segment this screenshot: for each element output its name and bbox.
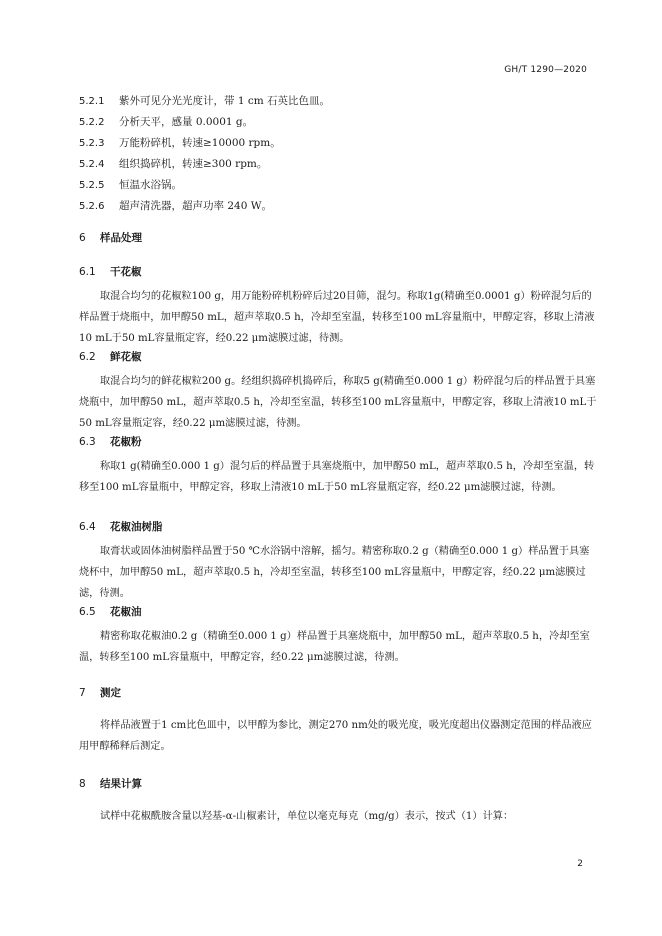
paragraph: 取膏状或固体油树脂样品置于50 ℃水浴锅中溶解，摇匀。精密称取0.2 g（精确至0.000 1 g）样品置于具塞烧杯中，加甲醇50 mL，超声萃取0.5 h，冷却至室温，转移至100 mL容量瓶中，甲醇定容，经0.22 μm滤膜过滤，待测。: [79, 546, 590, 599]
item-text: 分析天平，感量 0.0001 g。: [119, 116, 254, 128]
equipment-item: [79, 94, 330, 109]
paragraph: 试样中花椒酰胺含量以羟基-α-山椒素计，单位以毫克每克（mg/g）表示，按式（1）计算：: [100, 811, 514, 822]
subsection-number: 6.3: [79, 436, 96, 448]
item-number: 5.2.4: [79, 159, 105, 170]
item-text: 组织捣碎机，转速≥300 rpm。: [119, 158, 268, 170]
subsection-number: 6.1: [79, 266, 96, 278]
item-text: 超声清洗器，超声功率 240 W。: [119, 200, 273, 212]
section-number: 6: [79, 232, 86, 244]
paragraph: 将样品液置于1 cm比色皿中，以甲醇为参比，测定270 nm处的吸光度，吸光度超出仪器测定范围的样品液应用甲醇稀释后测定。: [79, 720, 592, 752]
equipment-item: [79, 115, 253, 130]
item-text: 紫外可见分光光度计，带 1 cm 石英比色皿。: [119, 95, 331, 107]
equipment-item: [79, 178, 182, 193]
item-number: 5.2.5: [79, 180, 105, 191]
paragraph: 精密称取花椒油0.2 g（精确至0.000 1 g）样品置于具塞烧瓶中，加甲醇50 mL，超声萃取0.5 h，冷却至室温，转移至100 mL容量瓶中，甲醇定容，经0.22 μm滤膜过滤，待测。: [79, 631, 590, 663]
section-heading: [79, 686, 121, 700]
subsection-title: 花椒粉: [110, 436, 142, 448]
section-title: 测定: [100, 687, 121, 699]
item-number: 5.2.1: [79, 96, 105, 107]
item-number: 5.2.6: [79, 201, 105, 212]
section-title: 结果计算: [100, 778, 142, 790]
item-text: 恒温水浴锅。: [119, 179, 182, 191]
subsection-title: 花椒油树脂: [110, 521, 163, 533]
paragraph: 取混合均匀的花椒粒100 g，用万能粉碎机粉碎后过20目筛，混匀。称取1g(精确至0.0001 g）粉碎混匀后的样品置于烧瓶中，加甲醇50 mL，超声萃取0.5 h，冷却至室温，转移至100 mL容量瓶中，甲醇定容，移取上清液10 mL于50 mL容量瓶定容，经0.22 μm滤膜过滤，待测。: [79, 291, 595, 344]
item-number: 5.2.2: [79, 117, 105, 128]
subsection-number: 6.4: [79, 521, 96, 533]
equipment-item: [79, 136, 281, 151]
subsection-heading: [79, 520, 163, 534]
subsection-heading: [79, 350, 142, 364]
subsection-title: 干花椒: [110, 266, 142, 278]
subsection-number: 6.5: [79, 606, 96, 618]
section-number: 8: [79, 778, 86, 790]
paragraph: 称取1 g(精确至0.000 1 g）混匀后的样品置于具塞烧瓶中，加甲醇50 mL，超声萃取0.5 h，冷却至室温，转移至100 mL容量瓶中，甲醇定容，移取上清液10 mL于50 mL容量瓶定容，经0.22 μm滤膜过滤，待测。: [79, 461, 595, 493]
subsection-heading: [79, 435, 142, 449]
subsection-number: 6.2: [79, 351, 96, 363]
section-number: 7: [79, 687, 86, 699]
paragraph: 取混合均匀的鲜花椒粒200 g。经组织捣碎机捣碎后，称取5 g(精确至0.000 1 g）粉碎混匀后的样品置于具塞烧瓶中，加甲醇50 mL，超声萃取0.5 h，冷却至室温，转移至100 mL容量瓶中，甲醇定容，移取上清液10 mL于50 mL容量瓶定容，经0.22 μm滤膜过滤，待测。: [79, 376, 597, 429]
item-text: 万能粉碎机，转速≥10000 rpm。: [119, 137, 281, 149]
section-heading: [79, 231, 142, 245]
equipment-item: [79, 157, 267, 172]
subsection-heading: [79, 605, 142, 619]
subsection-title: 鲜花椒: [110, 351, 142, 363]
subsection-title: 花椒油: [110, 606, 142, 618]
equipment-item: [79, 199, 272, 214]
standard-code: GH/T 1290—2020: [504, 65, 587, 75]
subsection-heading: [79, 265, 142, 279]
section-heading: [79, 777, 142, 791]
item-number: 5.2.3: [79, 138, 105, 149]
page-number: 2: [577, 859, 583, 869]
section-title: 样品处理: [100, 232, 142, 244]
